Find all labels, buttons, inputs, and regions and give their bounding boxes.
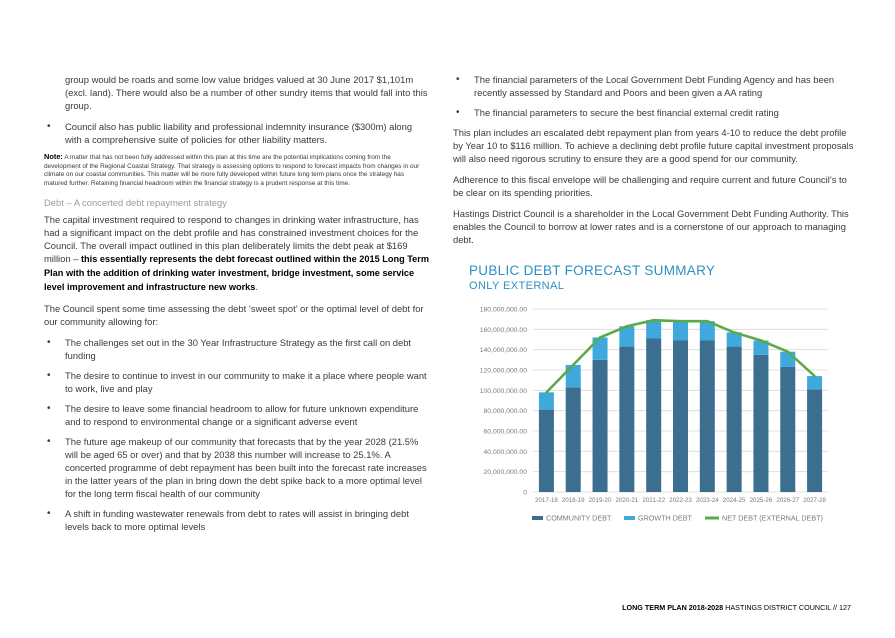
paragraph-repayment-plan: This plan includes an escalated debt repayment plan from years 4-10 to reduce the debt profile by Year 10 to $116 million. To achieve a declining debt profile future capital investment proposals will also need rigorous scrutiny to ensure they are a good spend for our community. (453, 127, 854, 164)
legend-label: COMMUNITY DEBT (546, 513, 612, 523)
net-debt-point (813, 375, 815, 377)
community-debt-bar (539, 410, 554, 492)
bullet-item: • The challenges set out in the 30 Year Infrastructure Strategy as the first call on debt funding (44, 336, 429, 362)
y-tick-label: 180,000,000.00 (479, 306, 527, 314)
net-debt-point (545, 391, 547, 393)
community-debt-bar (619, 347, 634, 492)
growth-debt-bar (673, 321, 688, 340)
capital-bold-text: this essentially represents the debt forecast outlined within the 2015 Long Term Plan with the addition of drinking water investment, bridge investment, some service level improvement and infrastructure new works (44, 254, 430, 293)
bullet-item: • The future age makeup of our community that forecasts that by the year 2028 (21.5% will be aged 65 or over) and that by 2038 this number will increase to 25.1%. A concerted programme of debt repayment has been built into the forecast rate increases in the latter years of the plan in bring down the debt spike back to a more optimal level for the long term fiscal health of our community (44, 435, 429, 500)
net-debt-point (599, 336, 601, 338)
community-debt-bar (673, 341, 688, 492)
y-tick-label: 80,000,000.00 (483, 408, 527, 416)
y-tick-label: 120,000,000.00 (479, 367, 527, 375)
net-debt-point (679, 320, 681, 322)
legend-swatch (624, 516, 635, 520)
paragraph-shareholder: Hastings District Council is a shareholder in the Local Government Debt Funding Authority. This enables the Council to borrow at lower rates and is a cornerstone of our approach to managing debt. (453, 208, 849, 245)
community-debt-bar (753, 355, 768, 492)
legend-swatch (532, 516, 543, 520)
x-tick-label: 2027-28 (803, 497, 826, 504)
x-tick-label: 2024-25 (722, 497, 746, 504)
community-debt-bar (780, 367, 795, 492)
x-tick-label: 2020-21 (615, 497, 639, 504)
x-tick-label: 2026-27 (776, 497, 800, 504)
x-tick-label: 2017-18 (535, 497, 558, 504)
subheading-debt-strategy: Debt – A concerted debt repayment strategy (44, 197, 227, 209)
x-tick-label: 2021-22 (642, 497, 666, 504)
x-tick-label: 2019-20 (588, 497, 612, 504)
community-debt-bar (700, 341, 715, 492)
net-debt-point (572, 364, 574, 366)
page-footer (622, 603, 851, 612)
growth-debt-bar (593, 337, 608, 359)
x-tick-label: 2025-26 (749, 497, 773, 504)
paragraph-continued: group would be roads and some low value bridges valued at 30 June 2017 $1,101m (excl. land). There would also be a number of other sundry items that would fall into this group. (65, 74, 428, 111)
y-tick-label: 160,000,000.00 (479, 326, 527, 334)
net-debt-point (733, 331, 735, 333)
bullet-item: • The desire to leave some financial headroom to allow for future unknown expenditure and to respond to environmental change or a significant adverse event (44, 402, 429, 428)
paragraph-adherence: Adherence to this fiscal envelope will be challenging and require current and future Council’s to be clear on its spending priorities. (453, 174, 847, 198)
growth-debt-bar (807, 376, 822, 389)
y-tick-label: 140,000,000.00 (479, 347, 527, 355)
y-tick-label: 40,000,000.00 (483, 448, 527, 456)
y-tick-label: 60,000,000.00 (483, 428, 527, 436)
y-tick-label: 100,000,000.00 (479, 387, 527, 395)
footer-page: HASTINGS DISTRICT COUNCIL // 127 (723, 603, 851, 612)
community-debt-bar (566, 387, 581, 492)
growth-debt-bar (780, 352, 795, 367)
growth-debt-bar (646, 320, 661, 338)
legend-label: NET DEBT (EXTERNAL DEBT) (722, 513, 823, 523)
x-tick-label: 2018-19 (561, 497, 585, 504)
note-label: Note: (44, 152, 63, 161)
x-tick-label: 2023-24 (695, 497, 719, 504)
bullet-liability: • Council also has public liability and professional indemnity insurance ($300m) along with a comprehensive suite of policies for other liability matters. (44, 120, 429, 146)
net-debt-point (626, 325, 628, 327)
net-debt-point (706, 320, 708, 322)
community-debt-bar (727, 347, 742, 492)
note-text: A matter that has not been fully addressed within this plan at this time are the potential implications coming from the development of the Regional Coastal Strategy. That strategy is assessing options to respond to forecast impacts from changes in our climate on our coastal communities. This matter will be more fully developed within future long term plans once the strategy has matured further. Retaining financial headroom within the financial strategy is a prudent response at this time. (44, 154, 420, 187)
net-debt-point (760, 339, 762, 341)
chart-subtitle: ONLY EXTERNAL (469, 280, 565, 292)
net-debt-point (652, 319, 654, 321)
growth-debt-bar (566, 365, 581, 387)
footer-title: LONG TERM PLAN 2018-2028 (622, 603, 724, 612)
growth-debt-bar (539, 392, 554, 409)
y-tick-label: 0 (523, 489, 527, 497)
capital-text: The capital investment required to respond to changes in drinking water infrastructure, has had a significant impact on the debt profile and has constrained investment choices for the Council. The overall impact outlined in this plan deliberately limits the debt peak at $169 million – (44, 214, 419, 265)
x-tick-label: 2022-23 (669, 497, 692, 504)
bullet-item: • The financial parameters of the Local Government Debt Funding Agency and has been recently assessed by Standard and Poors and been given a AA rating (453, 73, 855, 99)
paragraph-sweet-spot: The Council spent some time assessing the debt ‘sweet spot’ or the optimal level of debt for our community allowing for: (44, 303, 424, 328)
net-debt-point (787, 351, 789, 353)
bullet-item: • The financial parameters to secure the best financial external credit rating (453, 106, 855, 119)
chart-title: PUBLIC DEBT FORECAST SUMMARY (469, 263, 716, 278)
bullet-item: • A shift in funding wastewater renewals from debt to rates will assist in bringing debt levels back to more optimal levels (44, 507, 429, 533)
community-debt-bar (593, 360, 608, 492)
capital-end: . (255, 281, 258, 293)
bullet-item: • The desire to continue to invest in our community to make it a place where people want to work, live and play (44, 369, 429, 395)
y-tick-label: 20,000,000.00 (483, 469, 527, 477)
community-debt-bar (807, 389, 822, 492)
community-debt-bar (646, 338, 661, 492)
legend-label: GROWTH DEBT (638, 513, 692, 523)
